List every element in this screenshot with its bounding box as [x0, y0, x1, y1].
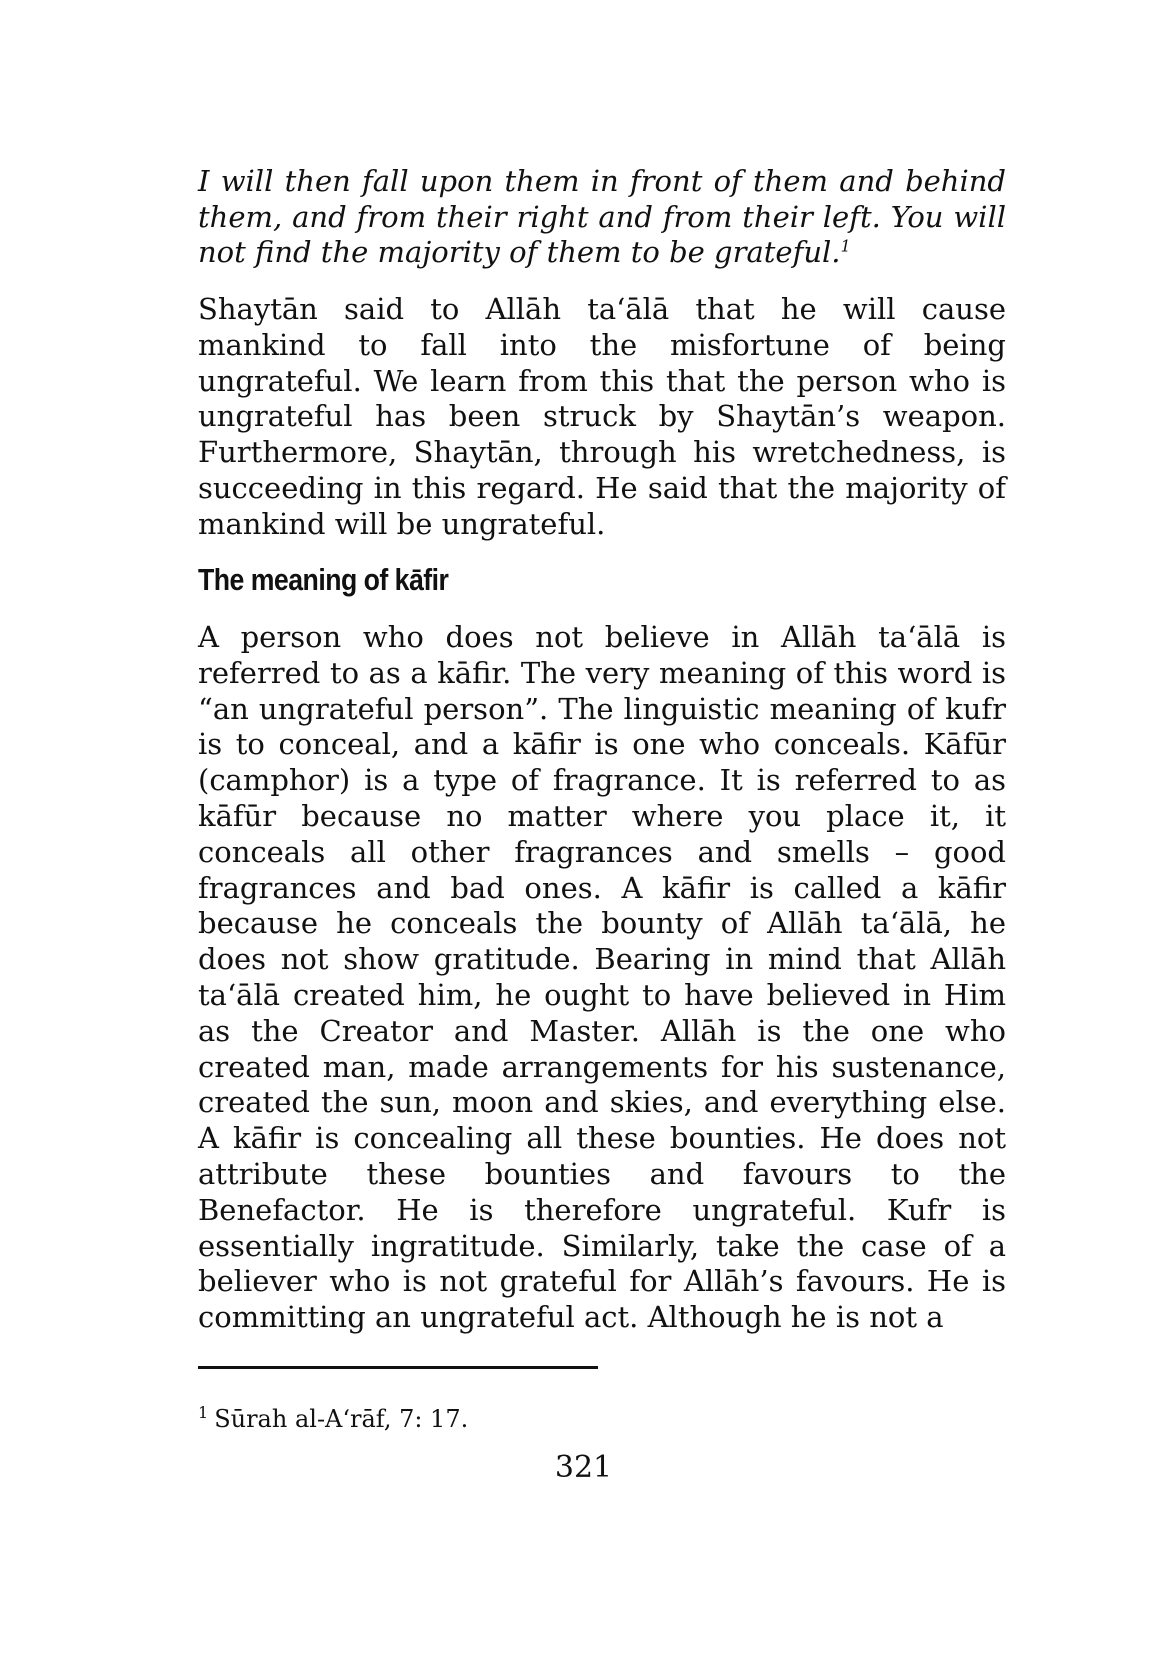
footnote-text: Sūrah al-A‘rāf, 7: 17. [214, 1405, 469, 1433]
quran-quote [198, 164, 1006, 271]
footnote-divider [198, 1366, 598, 1369]
body-paragraph-2: A person who does not believe in Allāh ta‘ālā is referred to as a kāfir. The very meaning of this word is “an ungrateful person”. The linguistic meaning of kufr is to conceal, and a kāfir is one who conceals. Kāfūr (camphor) is a type of fragrance. It is referred to as kāfūr because no matter where you place it, it conceals all other fragrances and smells – good fragrances and bad ones. A kāfir is called a kāfir because he conceals the bounty of Allāh ta‘ālā, he does not show gratitude. Bearing in mind that Allāh ta‘ālā created him, he ought to have believed in Him as the Creator and Master. Allāh is the one who created man, made arrangements for his sustenance, created the sun, moon and skies, and everything else. A kāfir is concealing all these bounties. He does not attribute these bounties and favours to the Benefactor. He is therefore ungrateful. Kufr is essentially ingratitude. Similarly, take the case of a believer who is not grateful for Allāh’s favours. He is committing an ungrateful act. Although he is not a [198, 620, 1006, 1335]
footnote-mark: 1 [198, 1403, 209, 1422]
quote-text: I will then fall upon them in front of them and behind them, and from their right and from their left. You will not find the majority of them to be grateful. [198, 164, 1006, 269]
section-heading: The meaning of kāfir [198, 562, 449, 597]
body-paragraph-1: Shaytān said to Allāh ta‘ālā that he will cause mankind to fall into the misfortune of being ungrateful. We learn from this that the person who is ungrateful has been struck by Shaytān’s weapon. Furthermore, Shaytān, through his wretchedness, is succeeding in this regard. He said that the majority of mankind will be ungrateful. [198, 292, 1006, 541]
footnote [198, 1404, 468, 1434]
page-number: 321 [554, 1450, 613, 1485]
footnote-reference[interactable]: 1 [840, 236, 851, 256]
